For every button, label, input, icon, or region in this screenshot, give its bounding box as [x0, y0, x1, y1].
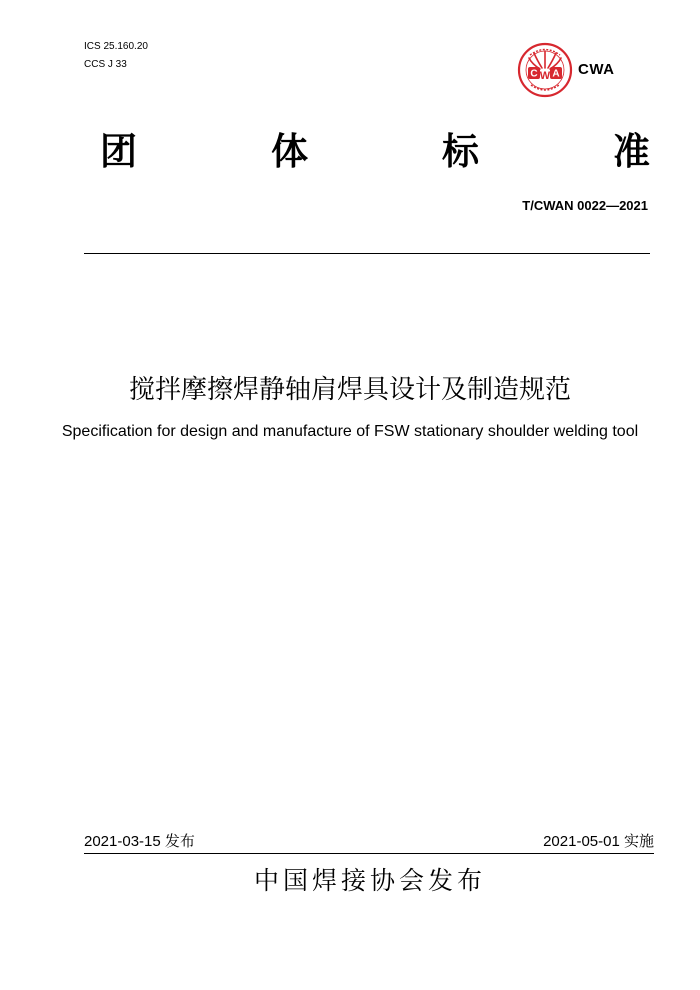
svg-text:W: W: [539, 70, 551, 82]
svg-text:A: A: [552, 68, 560, 80]
bottom-divider: [84, 853, 654, 854]
top-divider: [84, 253, 650, 254]
document-title-english: Specification for design and manufacture of FSW stationary shoulder welding tool: [61, 423, 639, 440]
category-char: 标: [442, 129, 479, 173]
issue-date: 2021-03-15 发布: [84, 833, 195, 850]
category-char: 准: [613, 129, 650, 173]
publisher: 中国焊接协会发布: [253, 866, 486, 895]
document-title-chinese: 搅拌摩擦焊静轴肩焊具设计及制造规范: [128, 375, 571, 405]
category-char: 体: [271, 129, 308, 173]
ccs-code: CCS J 33: [84, 59, 127, 70]
standard-number: T/CWAN 0022—2021: [522, 198, 648, 213]
category-char: 团: [100, 129, 137, 173]
date-row: [84, 832, 654, 852]
cwa-logo: [517, 42, 627, 94]
logo-abbreviation: CWA: [578, 61, 615, 78]
standard-category-heading: [100, 126, 650, 176]
svg-text:C: C: [530, 68, 538, 80]
ics-code: ICS 25.160.20: [84, 41, 148, 52]
effective-date: 2021-05-01 实施: [543, 833, 654, 850]
cwa-emblem-icon: [517, 42, 573, 98]
classification-codes: [84, 38, 148, 74]
